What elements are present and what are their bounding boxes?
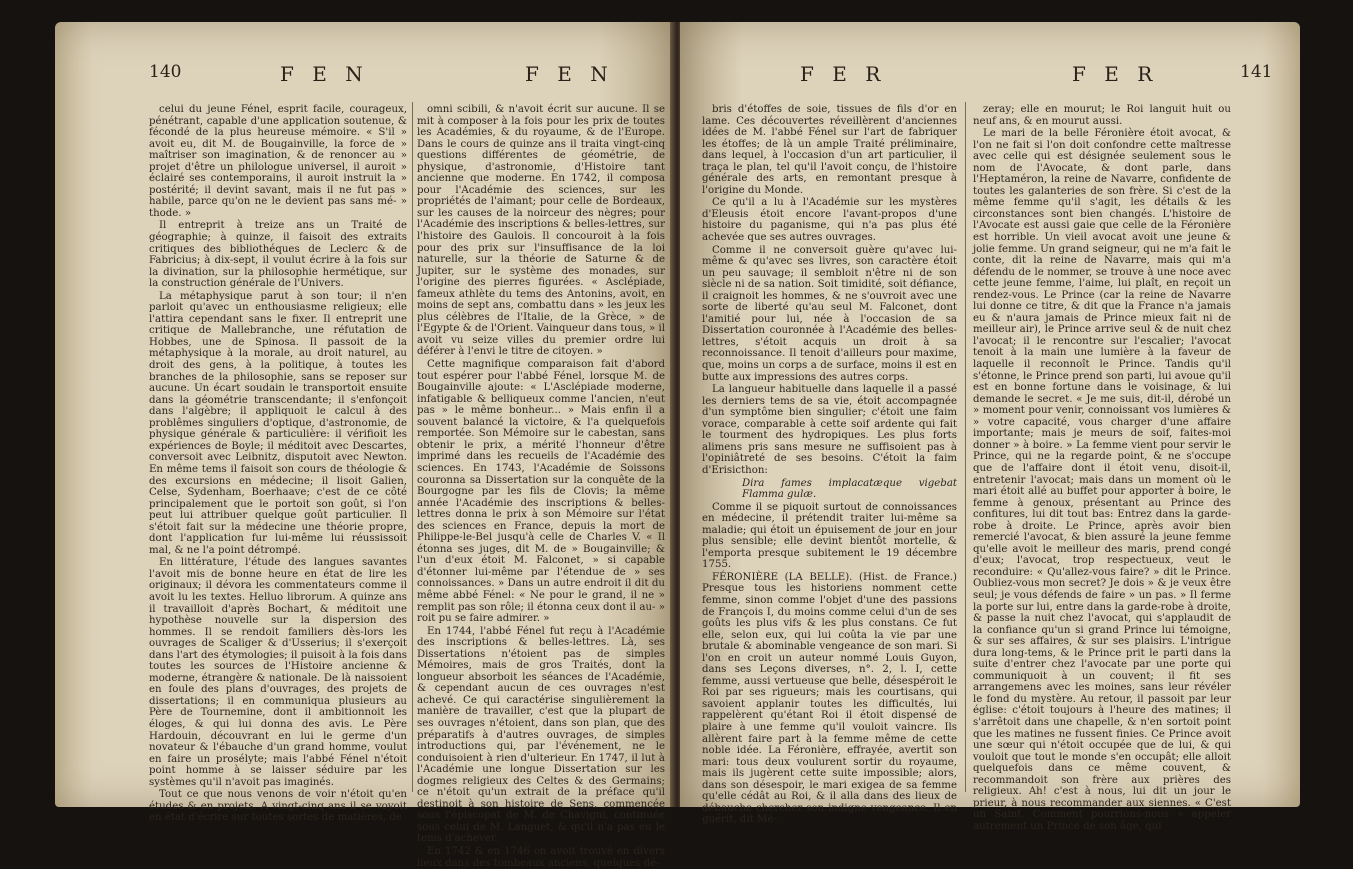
page-number: 140 <box>149 62 182 82</box>
right-page-header <box>680 62 1300 96</box>
paragraph: La langueur habituelle dans laquelle il a passé les derniers tems de sa vie, étoit accompagnée d'un symptôme bien singulier; c'étoit une faim vorace, comparable à cette soif ardente qui fait le tourment des hydropiques. Les plus forts alimens pris sans mesure ne suffisoient pas à l'opiniâtreté de ses besoins. C'étoit la faim d'Erisicthon: <box>702 384 957 476</box>
left-page-header <box>55 62 673 96</box>
paragraph: En 1744, l'abbé Fénel fut reçu à l'Académie des inscriptions & belles-lettres. Là, ses Dissertations n'étoient pas de simples Mémoires, mais de gros Traités, dont la longueur absorboit les séances de l'Académie, & cependant aucun de ces ouvrages n'est achevé. Ce qui caractérise singulièrement la manière de travailler, c'est que la plupart de ses ouvrages n'étoient, dans son plan, que des préparatifs à d'autres ouvrages, de simples introductions qui, par l'événement, ne le conduisoient à rien d'ulterieur. En 1747, il lut à l'Académie une longue Dissertation sur les dogmes religieux des Celtes & des Germains; ce n'étoit qu'un extrait de la préface qu'il destinoit à son histoire de Sens, commencée sous l'épiscopat de M. de Chavigni, continuée sous celui de M. Languet, & qu'il n'a pas eu le tems d'achever. <box>417 625 665 845</box>
paragraph: zeray; elle en mourut; le Roi languit huit ou neuf ans, & en mourut aussi. <box>973 104 1231 127</box>
left-page <box>55 22 673 869</box>
paragraph: Tout ce que nous venons de voir n'étoit qu'en études & en projets. A vingt-cinq ans il se voyoit en état d'écrire sur toutes sortes de matières, de <box>149 789 407 824</box>
right-page <box>680 22 1300 832</box>
paragraph: omni scibili, & n'avoit écrit sur aucune. Il se mit à composer à la fois pour les prix de toutes les Académies, & du royaume, & de l'Europe. Dans le cours de quinze ans il traita vingt-cinq questions différentes de géométrie, de physique, d'astronomie, d'Histoire tant ancienne que moderne. En 1742, il composa pour l'Académie des sciences, sur les propriétés de l'aimant; pour celle de Bordeaux, sur les causes de la noirceur des nègres; pour l'Académie des inscriptions & belles-lettres, sur l'histoire des Gaulois. Il concouroit à la fois pour des prix sur l'insuffisance de la loi naturelle, sur la théorie de Saturne & de Jupiter, sur le système des monades, sur l'origine des pierres figurées. « Asclépiade, fameux athlète du tems des Antonins, avoit, en moins de sept ans, combattu dans » les jeux les plus célèbres de l'Italie, de la Grèce, » de l'Egypte & de l'Orient. Vainqueur dans tous, » il avoit vu seize villes du premier ordre lui déférer à l'envi le titre de citoyen. » <box>417 104 665 358</box>
paragraph: En 1742 & en 1746 on avoit trouvé en divers lieux dans des tombeaux anciens, quelques dé- <box>417 846 665 869</box>
running-head: F E N <box>525 62 614 86</box>
column-divider <box>412 102 413 792</box>
paragraph: La métaphysique parut à son tour; il n'en parloit qu'avec un enthousiasme religieux; elle l'attira cependant sans le fixer. Il entreprit une critique de Mallebranche, une réfutation de Hobbes, une de Spinosa. Il passoit de la métaphysique à la morale, au droit naturel, au droit des gens, à la politique, à toutes les branches de la philosophie, sans se reposer sur aucune. Un écart soudain le transportoit ensuite dans la géométrie transcendante; il s'enfonçoit dans l'algèbre; il appliquoit le calcul à des problêmes singuliers d'optique, d'astronomie, de physique générale & particulière: il vérifioit les expériences de Boyle; il méditoit avec Descartes, conversoit avec Leibnitz, disputoit avec Newton. En même tems il faisoit son cours de théologie & des excursions en médecine; il lisoit Galien, Celse, Sydenham, Boerhaave; c'est de ce côté principalement que le portoit son goût, si l'on peut lui attribuer quelque goût particulier. Il s'étoit fait sur la médecine une théorie propre, dont l'application fur lui-même lui réussissoit mal, & ne l'a point détrompé. <box>149 290 407 556</box>
running-head: F E R <box>1072 62 1159 86</box>
text-column-left <box>149 104 407 824</box>
verse-quote: Dira fames implacatæque vigebat Flamma gulæ. <box>742 477 957 501</box>
paragraph: Comme il ne conversoit guère qu'avec lui-même & qu'avec ses livres, son caractère étoit un peu sauvage; il sembloit n'être ni de son siècle ni de sa nation. Soit timidité, soit défiance, il craignoit les hommes, & ne s'ouvroit avec une sorte de liberté qu'au seul M. Falconet, dont l'amitié pour lui, née à l'occasion de sa Dissertation couronnée à l'Académie des belles-lettres, s'étoit acquis un droit à sa reconnoissance. Il tenoit d'ailleurs pour maxime, que, moins un corps a de surface, moins il est en butte aux impressions des autres corps. <box>702 244 957 383</box>
paragraph: En littérature, l'étude des langues savantes l'avoit mis de bonne heure en état de lire les originaux; il dévora les commentateurs comme il avoit lu les textes. Helluo librorum. A quinze ans il travailloit d'après Bochart, & méditoit une hypothèse nouvelle sur la dispersion des hommes. Il se rendoit familiers dès-lors les ouvrages de Scaliger & d'Usserius; il s'exerçoit dans l'art des étymologies; il puisoit à la fois dans toutes les sources de l'Histoire ancienne & moderne, étrangère & nationale. De là naissoient en foule des plans d'ouvrages, des projets de dissertations; il en communiqua plusieurs au Père de Tournemine, dont il ambitionnoit les éloges, & qui lui donna des avis. Le Père Hardouin, découvrant en lui le germe d'un novateur & l'ébauche d'un grand homme, voulut en faire un prosélyte; mais l'abbé Fénel n'étoit point homme à se laisser séduire par les systèmes qu'il n'avoit pas imaginés. <box>149 557 407 788</box>
paragraph: FÉRONIÈRE (LA BELLE). (Hist. de France.) Presque tous les historiens nomment cette femme, sinon comme l'objet d'une des passions de François I, du moins comme celui d'un de ses goûts les plus vifs & les plus constans. Ce fut elle, selon eux, qui lui coûta la vie par une brutale & abominable vengeance de son mari. Si l'on en croit un auteur nommé Louis Guyon, dans ses Leçons diverses, n°. 2, l. I, cette femme, aussi vertueuse que belle, désespéroit le Roi par ses rigueurs; mais les courtisans, qui savoient applanir toutes les difficultés, lui rappelèrent qu'étant Roi il étoit dispensé de plaire à une femme qu'il vouloit vaincre. Ils allèrent faire part à la femme même de cette noble idée. La Féronière, effrayée, avertit son mari: tous deux voulurent sortir du royaume, mais ils jugèrent cette suite impossible; alors, dans son désespoir, le mari exigea de sa femme qu'elle cédât au Roi, & il alla dans des lieux de débauche chercher son indigne vengeance. Il en guérit, dit Mé- <box>702 571 957 826</box>
paragraph: Il entreprit à treize ans un Traité de géographie; à quinze, il faisoit des extraits critiques des bibliothéques de Leclerc & de Fabricius; à dix-sept, il voulut écrire à la fois sur la divination, sur la philosophie hermétique, sur la construction générale de l'Univers. <box>149 220 407 290</box>
paragraph: celui du jeune Fénel, esprit facile, courageux, pénétrant, capable d'une application soutenue, & fécondé de la plus heureuse mémoire. « S'il » avoit eu, dit M. de Bougainville, la force de » maîtriser son imagination, & de renoncer au » projet d'être un philologue universel, il auroit » éclairé ses contemporains, il auroit instruit la » postérité; il devint savant, mais il ne fut pas » habile, parce qu'on ne le devient pas sans mé- » thode. » <box>149 104 407 219</box>
text-column-right <box>973 104 1231 832</box>
running-head: F E N <box>280 62 369 86</box>
paragraph: Ce qu'il a lu à l'Académie sur les mystères d'Eleusis étoit encore l'avant-propos d'une histoire du paganisme, qui n'a pas plus été achevée que ses autres ouvrages. <box>702 197 957 244</box>
page-number: 141 <box>1240 62 1273 82</box>
paragraph: Comme il se piquoit surtout de connoissances en médecine, il prétendit traiter lui-même sa maladie; qui étoit un épuisement de jour en jour plus sensible; elle devint bientôt mortelle, & l'emporta presque subitement le 19 décembre 1755. <box>702 501 957 571</box>
paragraph: bris d'étoffes de soie, tissues de fils d'or en lame. Ces découvertes réveillèrent d'anciennes idées de M. l'abbé Fénel sur l'art de fabriquer les étoffes; de là un ample Traité préliminaire, dans lequel, à l'occasion d'un art particulier, il traça le plan, tel qu'il l'avoit conçu, de l'histoire générale des arts, en remontant presque à l'origine du Monde. <box>702 104 957 196</box>
text-column-left <box>702 104 957 826</box>
text-column-right <box>417 104 665 869</box>
paragraph: Cette magnifique comparaison fait d'abord tout espérer pour l'abbé Fénel, lorsque M. de Bougainville ajoute: « L'Asclépiade moderne, infatigable & belliqueux comme l'ancien, n'eut pas » le même bonheur... » Mais enfin il a souvent balancé la victoire, & l'a quelquefois remportée. Son Mémoire sur le cabestan, sans obtenir le prix, a mérité l'honneur d'être imprimé dans les recueils de l'Académie des sciences. En 1743, l'Académie de Soissons couronna sa Dissertation sur la conquête de la Bourgogne par les fils de Clovis; la même année l'Académie des inscriptions & belles-lettres donna le prix à son Mémoire sur l'état des sciences en France, depuis la mort de Philippe-le-Bel jusqu'à celle de Charles V. « Il étonna ses juges, dit M. de » Bougainville; & l'un d'eux étoit M. Falconet, » si capable d'étonner lui-même par l'étendue de » ses connoissances. » Dans un autre endroit il dit du même abbé Fénel: « Ne pour le grand, il ne » remplit pas son rôle; il étonna ceux dont il au- » roit pu se faire admirer. » <box>417 359 665 625</box>
column-divider <box>965 102 966 792</box>
paragraph: Le mari de la belle Féronière étoit avocat, & l'on ne fait si l'on doit confondre cette maîtresse avec celle qui est désignée seulement sous le nom de l'Avocate, & dont parle, dans l'Heptaméron, la reine de Navarre, confidente de toutes les galanteries de son frère. Si c'est de la même femme qu'il s'agit, les détails & les circonstances sont bien changés. L'histoire de l'Avocate est aussi gaie que celle de la Féronière est horrible. Un vieil avocat avoit une jeune & jolie femme. Un grand seigneur, qui ne m'a fait le conte, dit la reine de Navarre, mais qui m'a défendu de le nommer, se trouve à une noce avec cette jeune femme, l'aime, lui plaît, en reçoit un rendez-vous. Le Prince (car la reine de Navarre lui donne ce titre, & dit que la France n'a jamais eu & n'aura jamais de Prince mieux fait ni de meilleur air), le Prince arrive seul & de nuit chez l'avocat; il le rencontre sur l'escalier; l'avocat tenoit à la main une lumière à la faveur de laquelle il reconnoît le Prince. Tandis qu'il s'étonne, le Prince prend son parti, lui avoue qu'il est en bonne fortune dans le voisinage, & lui demande le secret. « Je me suis, dit-il, dérobé un » moment pour venir, connoissant vos lumières & » votre capacité, vous charger d'une affaire importante; mais je meurs de soif, faites-moi donner » à boire. » La femme vient pour servir le Prince, qui ne la regarde point, & ne s'occupe que de l'affaire dont il étoit venu, disoit-il, entretenir l'avocat; mais dans un moment où le mari étoit allé au buffet pour apporter à boire, le femme à genoux, présentant au Prince des confitures, lui dit tout bas: Entrez dans la garde-robe à droite. Le Prince, après avoir bien remercié l'avocat, & bien assuré la jeune femme qu'elle avoit le meilleur des maris, prend congé d'eux; l'avocat, trop respectueux, veut le reconduire: « Qu'allez-vous faire? » dit le Prince. Oubliez-vous mon secret? Je dois » & je veux être seul; je vous défends de faire » un pas. » Il ferme la porte sur lui, entre dans la garde-robe à droite, & passe la nuit chez l'avocat, qui s'applaudit de la confiance qu'un si grand Prince lui témoigne, & sur ses affaires, & sur ses plaisirs. L'intrigue dura long-tems, & le Prince prit le parti dans la suite d'entrer chez l'avocate par une porte qui communiquoit à un couvent; il fit ses arrangemens avec les moines, sans leur révéler le fond du mystère. Au retour, il passoit par leur église: c'étoit toujours à l'heure des matines; il s'arrêtoit dans une chapelle, & n'en sortoit point que les matines ne fussent finies. Ce Prince avoit une sœur qui n'étoit occupée que de lui, & qui vouloit que tout le monde s'en occupât; elle alloit quelquefois dans ce même couvent, & recommandoit son frère aux prières des religieux. Ah! c'est à nous, lui dit un jour le prieur, à nous recommander aux siennes. « C'est un Saint. Comment pourrions-nous » appeler autrement un Prince de son âge, qui <box>973 128 1231 832</box>
running-head: F E R <box>800 62 887 86</box>
